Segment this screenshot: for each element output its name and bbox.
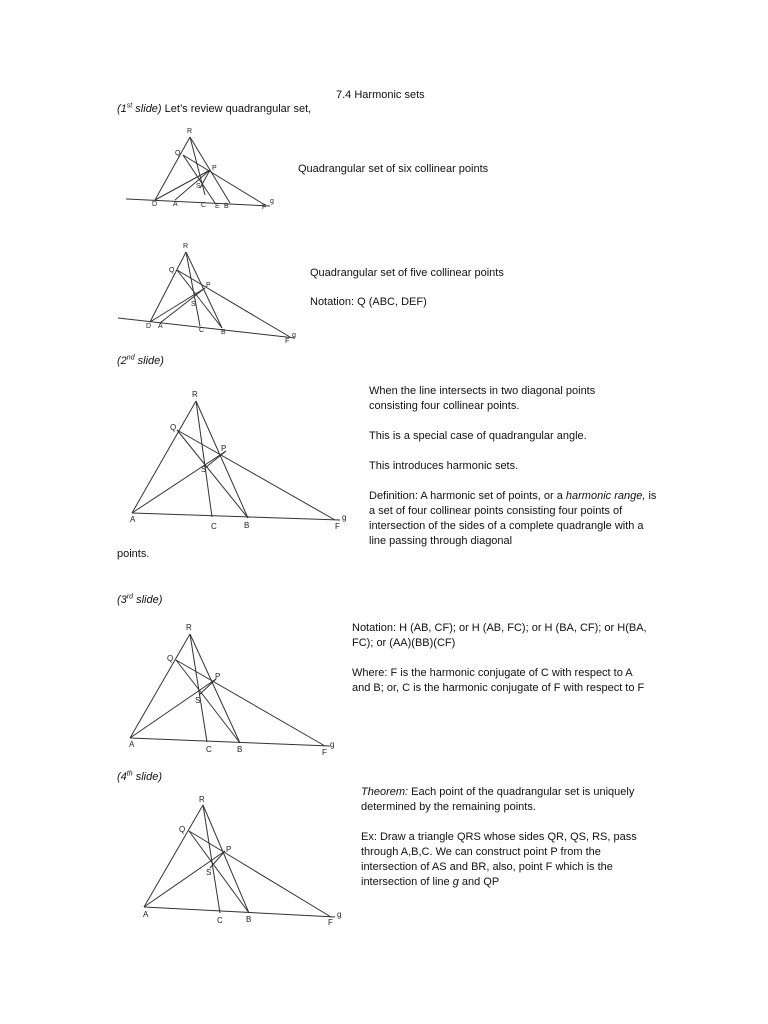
- fig5-label-F: F: [328, 918, 333, 927]
- fig1-label-P: P: [212, 165, 217, 172]
- slide1-caption-five: Quadrangular set of five collinear points: [310, 267, 504, 279]
- page-title: 7.4 Harmonic sets: [336, 89, 425, 101]
- fig5-label-C: C: [217, 916, 223, 925]
- fig5-label-S: S: [206, 868, 212, 877]
- fig2-label-C: C: [199, 327, 205, 334]
- fig3-label-Q: Q: [170, 423, 177, 432]
- slide4-label-suffix: slide): [132, 771, 162, 783]
- fig1-label-F: F: [262, 204, 267, 211]
- slide2-para-introduces: This introduces harmonic sets.: [369, 460, 519, 472]
- fig4-label-S: S: [195, 696, 201, 705]
- slide1-notation: Notation: Q (ABC, DEF): [310, 296, 427, 308]
- fig2-label-P: P: [206, 282, 211, 289]
- fig1-label-R: R: [187, 128, 193, 135]
- slide3-notation: Notation: H (AB, CF); or H (AB, FC); or H (BA, CF); or H(BA, FC); or (AA)(BB)(CF): [352, 622, 647, 649]
- slide4-theorem-text: Each point of the quadrangular set is uniquely determined by the remaining points.: [361, 786, 635, 813]
- fig3-label-C: C: [211, 522, 217, 531]
- fig3-label-P: P: [221, 444, 227, 453]
- slide3-heading: (3rd slide): [117, 593, 163, 606]
- fig1-label-B: B: [224, 203, 229, 210]
- slide3-label: 3: [120, 594, 127, 606]
- slide2-label-sup: nd: [126, 354, 135, 362]
- slide1-caption-six: Quadrangular set of six collinear points: [298, 163, 489, 175]
- fig5-label-A: A: [143, 910, 149, 919]
- fig4-label-C: C: [206, 745, 212, 754]
- slide4-example-b: and QP: [458, 876, 500, 888]
- slide4-label-sup: th: [126, 770, 133, 778]
- fig2-label-F: F: [285, 338, 290, 345]
- fig3-label-R: R: [192, 390, 198, 399]
- slide1-label-suffix: slide): [132, 103, 162, 115]
- fig5-label-Q: Q: [179, 825, 186, 834]
- fig3-label-A: A: [130, 515, 136, 524]
- fig2-label-R: R: [183, 243, 189, 250]
- slide4-label: 4: [120, 771, 127, 783]
- fig1-label-Q: Q: [175, 150, 181, 157]
- slide2-label: 2: [120, 355, 127, 367]
- fig3-label-F: F: [335, 522, 340, 531]
- slide2-def-b: harmonic range,: [565, 490, 646, 502]
- fig1-label-A: A: [173, 201, 178, 208]
- slide2-def-c: is a set of four collinear points consisting four points of intersection of the sides of a complete quadrangle with a line passing through diagonal: [369, 490, 657, 547]
- slide3-where: Where: F is the harmonic conjugate of C with respect to A and B; or, C is the harmonic conjugate of F with respect to F: [352, 667, 645, 694]
- slide4-example: [361, 830, 651, 890]
- slide3-label-sup: rd: [126, 593, 134, 601]
- fig2-label-S: S: [191, 301, 196, 308]
- fig2-label-g: g: [292, 332, 296, 339]
- fig1-label-S: S: [196, 183, 201, 190]
- slide4-example-a: Ex: Draw a triangle QRS whose sides QR, QS, RS, pass through A,B,C. We can construct point P from the intersection of AS and BR, also, point F which is the intersection of line: [361, 831, 637, 888]
- slide4-heading: (4th slide): [117, 770, 162, 783]
- slide2-def-a: Definition: A harmonic set of points, or a: [369, 490, 566, 502]
- slide2-para-special: This is a special case of quadrangular angle.: [369, 430, 587, 442]
- fig1-label-E: E: [215, 203, 220, 210]
- slide3-label-suffix: slide): [133, 594, 163, 606]
- fig2-label-Q: Q: [169, 267, 175, 274]
- fig5-label-B: B: [246, 915, 252, 924]
- fig4-label-P: P: [215, 672, 221, 681]
- fig5-label-g: g: [337, 910, 342, 919]
- slide4-example-g: g: [452, 876, 459, 888]
- fig5-label-P: P: [226, 845, 232, 854]
- slide1-intro: Let’s review quadrangular set,: [161, 103, 312, 115]
- fig4-label-g: g: [330, 740, 335, 749]
- slide4-theorem-label: Theorem:: [361, 786, 409, 798]
- fig4-label-B: B: [237, 745, 243, 754]
- slide2-para-intersect: When the line intersects in two diagonal points consisting four collinear points.: [369, 385, 596, 412]
- slide2-label-suffix: slide): [134, 355, 164, 367]
- slide1-heading: (1st slide) Let’s review quadrangular set,: [117, 102, 312, 115]
- fig3-label-S: S: [201, 465, 207, 474]
- slide1-label-sup: st: [126, 102, 133, 110]
- fig1-label-C: C: [201, 202, 207, 209]
- fig3-label-g: g: [342, 513, 347, 522]
- slide4-theorem: [361, 785, 641, 815]
- fig4-label-A: A: [129, 740, 135, 749]
- fig4-label-F: F: [322, 748, 327, 757]
- fig4-label-Q: Q: [167, 654, 174, 663]
- fig2-label-A: A: [158, 323, 163, 330]
- slide1-label: 1: [120, 103, 127, 115]
- slide2-heading: (2nd slide): [117, 354, 164, 367]
- fig1-label-g: g: [270, 198, 274, 205]
- fig3-label-B: B: [244, 521, 250, 530]
- fig1-label-D: D: [152, 201, 158, 208]
- fig2-label-D: D: [146, 323, 152, 330]
- fig4-label-R: R: [186, 623, 192, 632]
- fig5-label-R: R: [199, 795, 205, 804]
- slide2-def-tail: points.: [117, 548, 150, 560]
- fig2-label-B: B: [221, 329, 226, 336]
